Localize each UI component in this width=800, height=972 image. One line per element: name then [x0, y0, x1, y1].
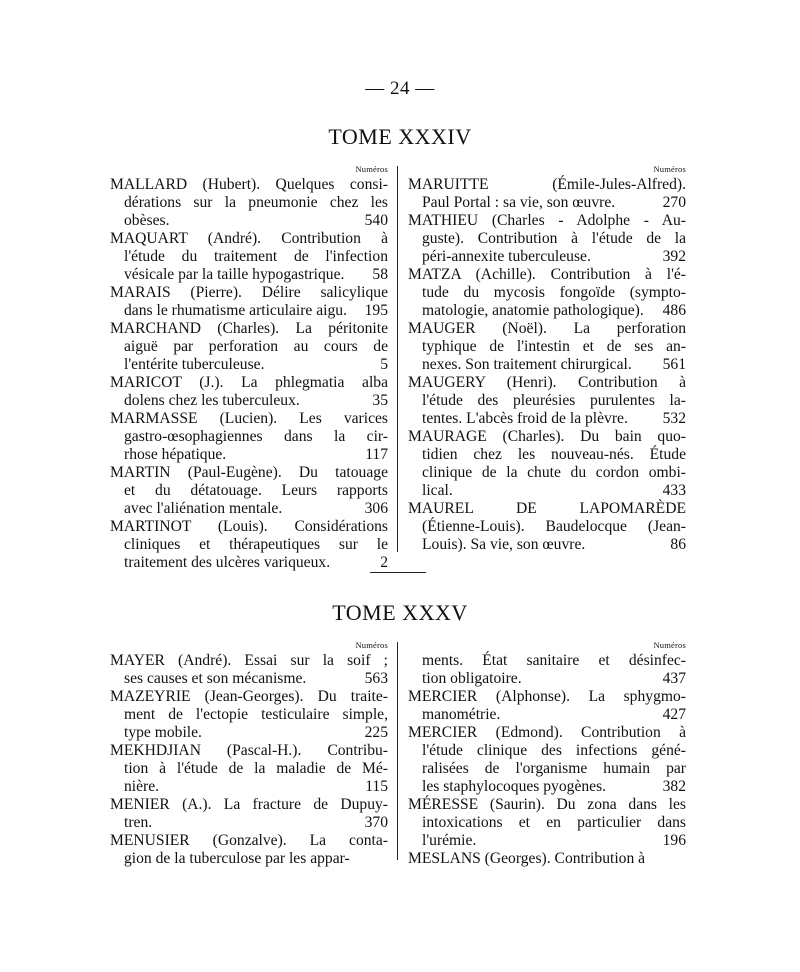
entry-number: 196 [662, 832, 686, 849]
entry-number: 225 [364, 724, 388, 741]
entry-line: MATZA (Achille). Contribution à l'é- [408, 266, 686, 283]
entry-text: traitement des ulcères variqueux. [124, 554, 331, 571]
index-entry [110, 796, 388, 832]
entry-line [110, 392, 388, 410]
entry-line: MARUITTE (Émile-Jules-Alfred). [408, 176, 686, 193]
index-entry [110, 652, 388, 688]
entry-line: et du détatouage. Leurs rapports [124, 482, 388, 499]
index-entry [408, 320, 686, 374]
entry-line [408, 832, 686, 850]
entry-line: MALLARD (Hubert). Quelques consi- [110, 176, 388, 193]
entry-line: l'étude clinique des infections géné- [422, 742, 686, 759]
entry-line [408, 536, 686, 554]
numeros-label: Numéros [355, 640, 388, 650]
index-entry [408, 796, 686, 850]
entry-number: 532 [662, 410, 686, 427]
column-divider [397, 166, 398, 552]
entry-number: 561 [662, 356, 686, 373]
entry-number: 270 [662, 194, 686, 211]
entry-line: MAUREL DE LAPOMARÈDE [408, 500, 686, 517]
index-entry [110, 284, 388, 320]
entry-line [110, 778, 388, 796]
tome-title-1: TOME XXXIV [328, 124, 472, 149]
entry-line [110, 500, 388, 518]
index-entry [408, 652, 686, 688]
entry-text: vésicale par la taille hypogastrique. [124, 266, 345, 283]
entry-line: MATHIEU (Charles - Adolphe - Au- [408, 212, 686, 229]
entry-line [110, 446, 388, 464]
index-entry [408, 724, 686, 796]
index-entry [408, 374, 686, 428]
entry-text: gion de la tuberculose par les appar- [124, 850, 350, 867]
entry-text: matologie, anatomie pathologique). [422, 302, 644, 319]
entry-line [408, 670, 686, 688]
entry-line: gastro-œsophagiennes dans la cir- [124, 428, 388, 445]
column-right-tome-2 [408, 640, 686, 868]
entry-number: 86 [670, 536, 686, 553]
index-entry [110, 742, 388, 796]
entry-line: (Étienne-Louis). Baudelocque (Jean- [422, 518, 686, 535]
entry-line: l'étude du traitement de l'infection [124, 248, 388, 265]
entry-line [408, 248, 686, 266]
index-entry [408, 212, 686, 266]
index-entry [408, 428, 686, 500]
entry-text: nière. [124, 778, 160, 795]
entry-line [110, 850, 388, 868]
entry-line: MARICOT (J.). La phlegmatia alba [110, 374, 388, 391]
entry-text: l'entérite tuberculeuse. [124, 356, 265, 373]
entry-text: type mobile. [124, 724, 202, 741]
index-entry [408, 850, 686, 868]
entry-number: 392 [662, 248, 686, 265]
entry-line [408, 302, 686, 320]
index-entry [110, 410, 388, 464]
entry-line [110, 302, 388, 320]
index-entry [110, 374, 388, 410]
index-entry [110, 518, 388, 572]
index-entry [110, 464, 388, 518]
entry-line: ment de l'ectopie testiculaire simple, [124, 706, 388, 723]
entry-text: nexes. Son traitement chirurgical. [422, 356, 632, 373]
entry-line: tude du mycosis fongoïde (sympto- [422, 284, 686, 301]
index-entry [408, 266, 686, 320]
index-entry [110, 688, 388, 742]
entry-line: MAURAGE (Charles). Du bain quo- [408, 428, 686, 445]
entry-line [408, 850, 686, 868]
entry-line: intoxications et en particulier dans [422, 814, 686, 831]
entry-line: cliniques et thérapeutiques sur le [124, 536, 388, 553]
entry-number: 370 [364, 814, 388, 831]
entry-line [408, 482, 686, 500]
entry-text: ses causes et son mécanisme. [124, 670, 307, 687]
section-separator [370, 572, 426, 573]
entry-line: ralisées de l'organisme humain par [422, 760, 686, 777]
index-entry [408, 176, 686, 212]
entry-number: 35 [372, 392, 388, 409]
entry-line: MENIER (A.). La fracture de Dupuy- [110, 796, 388, 813]
entry-number: 563 [364, 670, 388, 687]
entry-number: 433 [662, 482, 686, 499]
index-entry [110, 230, 388, 284]
entry-line: l'étude des pleurésies purulentes la- [422, 392, 686, 409]
entry-line: guste). Contribution à l'étude de la [422, 230, 686, 247]
entry-line: MAUGER (Noël). La perforation [408, 320, 686, 337]
entry-line: MARMASSE (Lucien). Les varices [110, 410, 388, 427]
entry-line: aiguë par perforation au cours de [124, 338, 388, 355]
column-left-tome-1 [110, 164, 388, 572]
entry-line [110, 724, 388, 742]
entry-number: 58 [372, 266, 388, 283]
entry-line: MARCHAND (Charles). La péritonite [110, 320, 388, 337]
entry-text: dans le rhumatisme articulaire aigu. [124, 302, 347, 319]
column-left-tome-2 [110, 640, 388, 868]
entry-line [408, 194, 686, 212]
entry-number: 540 [364, 212, 388, 229]
index-entry [110, 832, 388, 868]
entry-text: MESLANS (Georges). Contribution à [408, 850, 646, 867]
entry-line: ments. État sanitaire et désinfec- [422, 652, 686, 669]
entry-line: tidien chez les nouveau-nés. Étude [422, 446, 686, 463]
entry-text: Paul Portal : sa vie, son œuvre. [422, 194, 616, 211]
entry-line: MENUSIER (Gonzalve). La conta- [110, 832, 388, 849]
index-entry [408, 500, 686, 554]
entry-number: 115 [365, 778, 388, 795]
entry-line [408, 778, 686, 796]
entry-line: tion à l'étude de la maladie de Mé- [124, 760, 388, 777]
entry-line [110, 266, 388, 284]
entry-text: l'urémie. [422, 832, 477, 849]
entry-number: 117 [365, 446, 388, 463]
entry-line: MERCIER (Alphonse). La sphygmo- [408, 688, 686, 705]
numeros-label: Numéros [653, 164, 686, 174]
entry-line: MERCIER (Edmond). Contribution à [408, 724, 686, 741]
entry-text: tion obligatoire. [422, 670, 522, 687]
entry-line: MAUGERY (Henri). Contribution à [408, 374, 686, 391]
entry-text: avec l'aliénation mentale. [124, 500, 283, 517]
entry-text: rhose hépatique. [124, 446, 227, 463]
entry-text: péri-annexite tuberculeuse. [422, 248, 591, 265]
index-entry [110, 176, 388, 230]
entry-text: tren. [124, 814, 153, 831]
entry-text: obèses. [124, 212, 170, 229]
entry-line [408, 356, 686, 374]
entry-number: 382 [662, 778, 686, 795]
numeros-label: Numéros [355, 164, 388, 174]
page-number: — 24 — [365, 78, 435, 99]
tome-title-2: TOME XXXV [332, 600, 468, 625]
entry-number: 5 [380, 356, 388, 373]
entry-text: dolens chez les tuberculeux. [124, 392, 300, 409]
entry-line [110, 356, 388, 374]
entry-line [110, 554, 388, 572]
entry-line: MAYER (André). Essai sur la soif ; [110, 652, 388, 669]
entry-text: manométrie. [422, 706, 501, 723]
entry-number: 195 [364, 302, 388, 319]
entry-line: MAZEYRIE (Jean-Georges). Du traite- [110, 688, 388, 705]
entry-number: 486 [662, 302, 686, 319]
entry-line: MARAIS (Pierre). Délire salicylique [110, 284, 388, 301]
entry-line: clinique de la chute du cordon ombi- [422, 464, 686, 481]
entry-line: MÉRESSE (Saurin). Du zona dans les [408, 796, 686, 813]
entry-line [110, 670, 388, 688]
entry-line: MAQUART (André). Contribution à [110, 230, 388, 247]
entry-text: lical. [422, 482, 453, 499]
entry-number: 437 [662, 670, 686, 687]
entry-number: 2 [380, 554, 388, 571]
index-entry [408, 688, 686, 724]
entry-line: MEKHDJIAN (Pascal-H.). Contribu- [110, 742, 388, 759]
column-divider [397, 642, 398, 860]
entry-line [110, 212, 388, 230]
entry-line [408, 410, 686, 428]
index-entry [110, 320, 388, 374]
column-right-tome-1 [408, 164, 686, 554]
entry-line: typhique de l'intestin et de ses an- [422, 338, 686, 355]
entry-text: tentes. L'abcès froid de la plèvre. [422, 410, 628, 427]
entry-number: 427 [662, 706, 686, 723]
entry-line: dérations sur la pneumonie chez les [124, 194, 388, 211]
entry-line: MARTIN (Paul-Eugène). Du tatouage [110, 464, 388, 481]
entry-number: 306 [364, 500, 388, 517]
numeros-label: Numéros [653, 640, 686, 650]
entry-text: Louis). Sa vie, son œuvre. [422, 536, 586, 553]
entry-line [408, 706, 686, 724]
entry-text: les staphylocoques pyogènes. [422, 778, 607, 795]
entry-line: MARTINOT (Louis). Considérations [110, 518, 388, 535]
entry-line [110, 814, 388, 832]
